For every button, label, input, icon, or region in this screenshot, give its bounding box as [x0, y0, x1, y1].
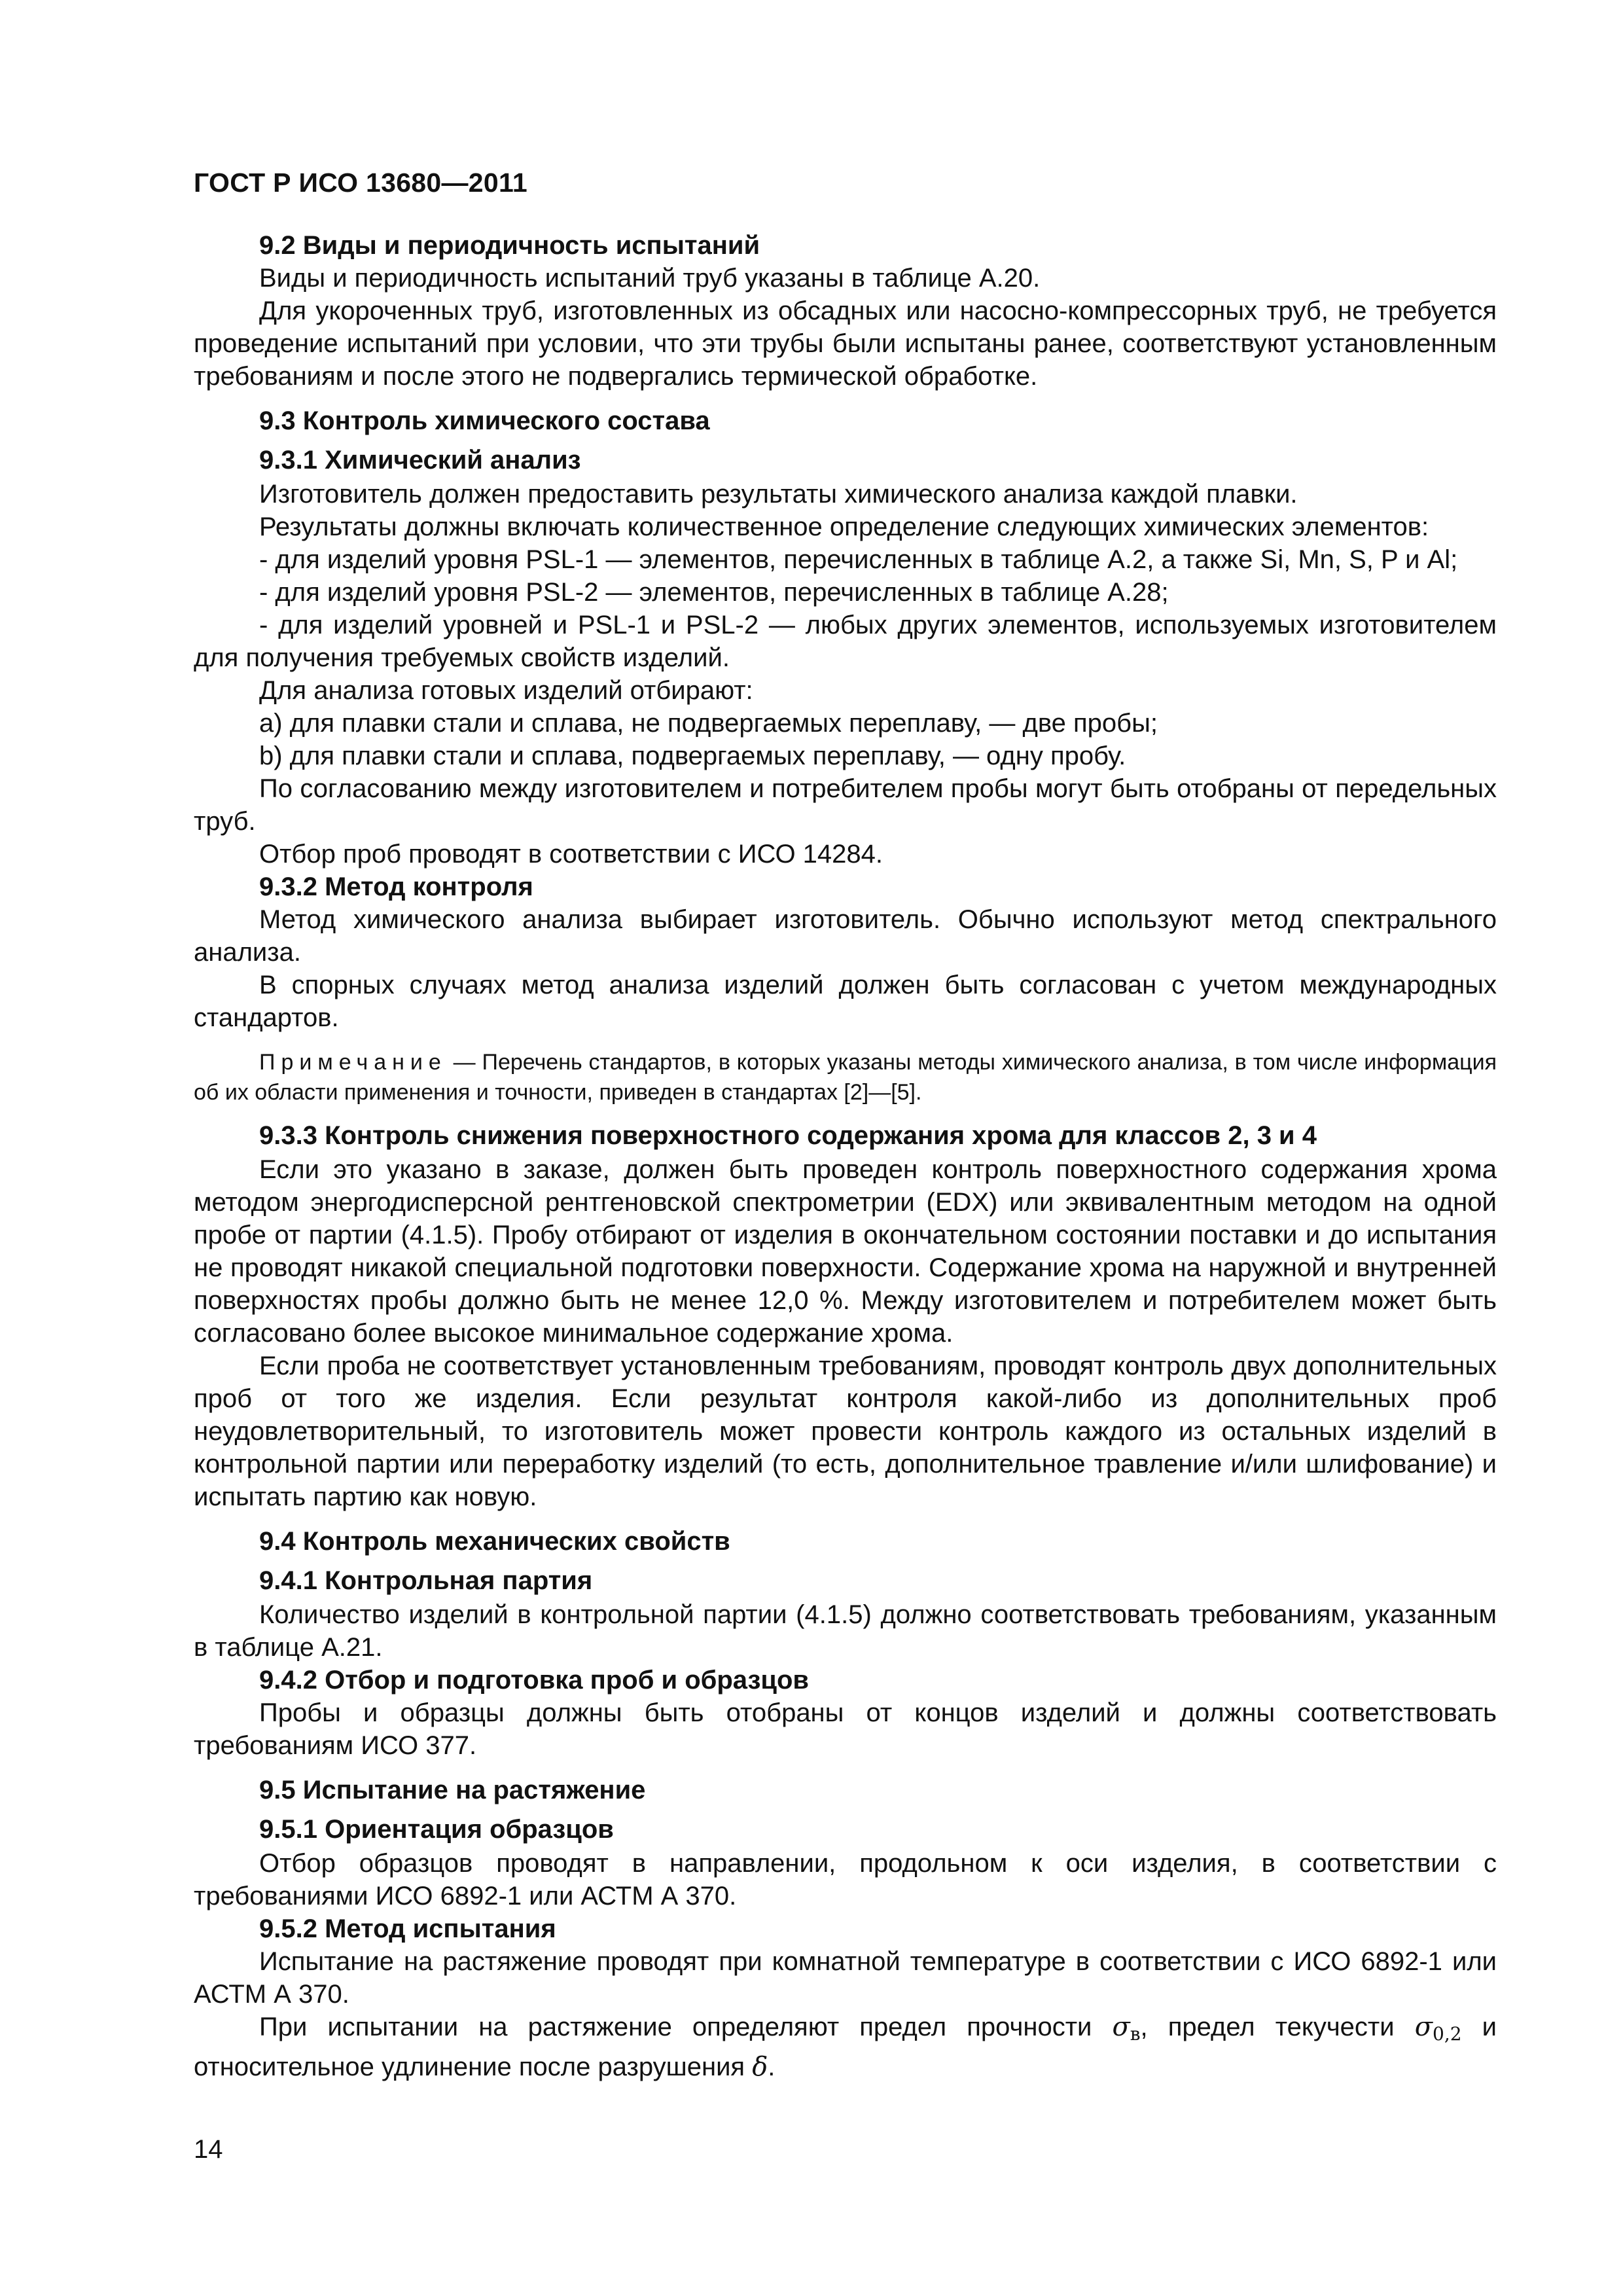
paragraph: Виды и периодичность испытаний труб указаны в таблице А.20. — [259, 264, 1041, 293]
list-item: - для изделий уровня PSL-2 — элементов, перечисленных в таблице А.28; — [259, 578, 1169, 607]
sigma-glyph: σ — [1414, 2012, 1433, 2042]
paragraph: Пробы и образцы должны быть отобраны от концов изделий и должны соответствовать требованиям ИСО 377. — [194, 1698, 1497, 1760]
paragraph-with-formula — [194, 2011, 1497, 2083]
page-number: 14 — [194, 2135, 223, 2164]
note — [194, 1047, 1497, 1107]
note-text: — Перечень стандартов, в которых указаны методы химического анализа, в том числе информация об их области применения и точности, приведен в стандартах [2]—[5]. — [194, 1050, 1497, 1105]
section-9-4-1-title: 9.4.1 Контрольная партия — [259, 1566, 593, 1595]
sigma-glyph: σ — [1112, 2012, 1130, 2042]
delta-symbol: δ — [752, 2052, 768, 2082]
paragraph: По согласованию между изготовителем и потребителем пробы могут быть отобраны от передельных труб. — [194, 774, 1497, 836]
paragraph: Количество изделий в контрольной партии (4.1.5) должно соответствовать требованиям, указанным в таблице А.21. — [194, 1600, 1497, 1662]
paragraph: Для укороченных труб, изготовленных из обсадных или насосно-компрессорных труб, не требуется проведение испытаний при условии, что эти трубы были испытаны ранее, соответствуют установленным требованиям и после этого не подвергались термической обработке. — [194, 296, 1497, 391]
paragraph: Изготовитель должен предоставить результаты химического анализа каждой плавки. — [259, 480, 1298, 509]
subscript-v: в — [1130, 2023, 1141, 2045]
section-9-3-1-title: 9.3.1 Химический анализ — [259, 446, 581, 475]
section-9-3-3-title: 9.3.3 Контроль снижения поверхностного содержания хрома для классов 2, 3 и 4 — [259, 1121, 1317, 1150]
standard-header: ГОСТ Р ИСО 13680—2011 — [194, 168, 527, 198]
list-item: - для изделий уровней и PSL-1 и PSL-2 — любых других элементов, используемых изготовителем для получения требуемых свойств изделий. — [194, 611, 1497, 672]
list-item: - для изделий уровня PSL-1 — элементов, перечисленных в таблице А.2, а также Si, Mn, S, P и Al; — [259, 545, 1458, 574]
section-9-5-title: 9.5 Испытание на растяжение — [259, 1776, 646, 1804]
paragraph: Отбор образцов проводят в направлении, продольном к оси изделия, в соответствии с требованиями ИСО 6892-1 или АСТМ А 370. — [194, 1849, 1497, 1910]
text-run: . — [768, 2053, 776, 2081]
text-run: , предел текучести — [1140, 2013, 1415, 2041]
list-item: b) для плавки стали и сплава, подвергаемых переплаву, — одну пробу. — [259, 742, 1126, 770]
note-label: Примечание — [259, 1050, 447, 1075]
list-item: a) для плавки стали и сплава, не подвергаемых переплаву, — две пробы; — [259, 709, 1158, 738]
section-9-3-title: 9.3 Контроль химического состава — [259, 406, 710, 435]
paragraph: В спорных случаях метод анализа изделий должен быть согласован с учетом международных стандартов. — [194, 971, 1497, 1032]
paragraph: Отбор проб проводят в соответствии с ИСО 14284. — [259, 840, 883, 869]
paragraph: Если проба не соответствует установленным требованиям, проводят контроль двух дополнительных проб от того же изделия. Если результат контроля какой-либо из дополнительных проб неудовлетворительный, то изготовитель может провести контроль каждого из остальных изделий в контрольной партии или переработку изделий (то есть, дополнительное травление и/или шлифование) и испытать партию как новую. — [194, 1352, 1497, 1511]
paragraph: Метод химического анализа выбирает изготовитель. Обычно используют метод спектрального анализа. — [194, 905, 1497, 967]
text-run: При испытании на растяжение определяют предел прочности — [259, 2013, 1113, 2041]
page-content — [194, 229, 1497, 2083]
paragraph: Для анализа готовых изделий отбирают: — [259, 676, 753, 705]
section-9-5-1-title: 9.5.1 Ориентация образцов — [259, 1815, 614, 1844]
section-9-5-2-title: 9.5.2 Метод испытания — [259, 1914, 556, 1943]
paragraph: Если это указано в заказе, должен быть проведен контроль поверхностного содержания хрома методом энергодисперсной рентгеновской спектрометрии (EDX) или эквивалентным методом на одной пробе от партии (4.1.5). Пробу отбирают от изделия в окончательном состоянии поставки и до испытания не проводят никакой специальной подготовки поверхности. Содержание хрома на наружной и внутренней поверхностях пробы должно быть не менее 12,0 %. Между изготовителем и потребителем может быть согласовано более высокое минимальное содержание хрома. — [194, 1155, 1497, 1348]
sigma-symbol — [1414, 2012, 1462, 2045]
section-9-3-2-title: 9.3.2 Метод контроля — [259, 872, 533, 901]
section-9-2-title: 9.2 Виды и периодичность испытаний — [259, 231, 760, 260]
section-9-4-title: 9.4 Контроль механических свойств — [259, 1527, 730, 1556]
subscript-0-2: 0,2 — [1433, 2023, 1462, 2045]
paragraph: Результаты должны включать количественное определение следующих химических элементов: — [259, 512, 1429, 541]
section-9-4-2-title: 9.4.2 Отбор и подготовка проб и образцов — [259, 1666, 810, 1695]
sigma-symbol — [1112, 2012, 1141, 2045]
text-run: и относительное удлинение после разрушения — [194, 2013, 1497, 2081]
paragraph: Испытание на растяжение проводят при комнатной температуре в соответствии с ИСО 6892-1 или АСТМ А 370. — [194, 1947, 1497, 2009]
